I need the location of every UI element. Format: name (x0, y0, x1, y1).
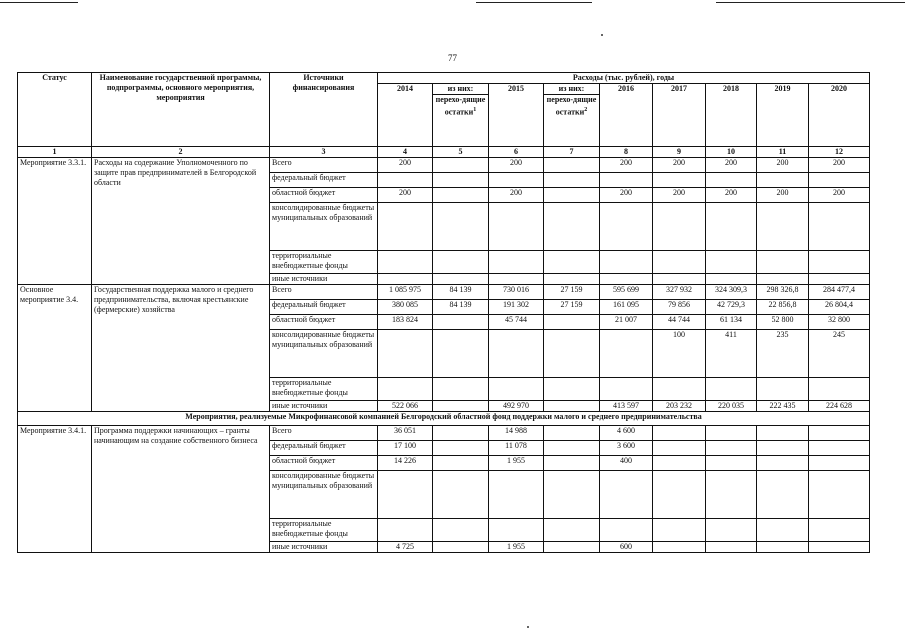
cell (433, 441, 489, 456)
source-other: иные источники (270, 401, 378, 412)
cell: 522 066 (378, 401, 433, 412)
cell: 222 435 (757, 401, 809, 412)
cell (489, 471, 544, 519)
cell: 200 (600, 188, 653, 203)
row-name: Расходы на содержание Уполномоченного по защите прав предпринимателей в Белгородской области (92, 158, 270, 285)
cell: 380 085 (378, 300, 433, 315)
cell: 200 (600, 158, 653, 173)
cell (433, 426, 489, 441)
cell (757, 471, 809, 519)
scan-speck (527, 626, 529, 628)
cell (600, 274, 653, 285)
cell: 200 (378, 158, 433, 173)
column-number: 4 (378, 147, 433, 158)
cell (757, 251, 809, 274)
cell: 200 (706, 158, 757, 173)
cell: 730 016 (489, 285, 544, 300)
header-name: Наименование государственной программы, подпрограммы, основного мероприятия, мероприятия (92, 73, 270, 147)
cell (378, 519, 433, 542)
header-carryover-1: перехо-дящие остатки$^1$ (433, 95, 489, 147)
cell (433, 401, 489, 412)
cell (600, 251, 653, 274)
cell (433, 173, 489, 188)
cell (544, 519, 600, 542)
cell (433, 274, 489, 285)
cell (489, 378, 544, 401)
cell: 200 (706, 188, 757, 203)
cell: 183 824 (378, 315, 433, 330)
cell (809, 203, 870, 251)
cell (653, 203, 706, 251)
cell (706, 251, 757, 274)
cell: 411 (706, 330, 757, 378)
cell (706, 519, 757, 542)
cell (544, 456, 600, 471)
cell (706, 378, 757, 401)
cell (653, 441, 706, 456)
source-regional: областной бюджет (270, 188, 378, 203)
cell (653, 426, 706, 441)
cell (433, 378, 489, 401)
source-territorial: территориальные внебюджетные фонды (270, 519, 378, 542)
source-territorial: территориальные внебюджетные фонды (270, 378, 378, 401)
cell (544, 401, 600, 412)
cell (544, 274, 600, 285)
header-2018: 2018 (706, 84, 757, 147)
cell: 200 (489, 158, 544, 173)
cell: 492 970 (489, 401, 544, 412)
table-row (18, 426, 870, 441)
cell (653, 173, 706, 188)
cell (600, 519, 653, 542)
cell: 79 856 (653, 300, 706, 315)
cell (544, 173, 600, 188)
cell (544, 542, 600, 553)
cell: 11 078 (489, 441, 544, 456)
cell: 200 (378, 188, 433, 203)
cell (544, 426, 600, 441)
column-number: 3 (270, 147, 378, 158)
cell (433, 203, 489, 251)
cell (489, 330, 544, 378)
cell: 200 (757, 158, 809, 173)
cell (378, 274, 433, 285)
cell (653, 378, 706, 401)
cell (653, 456, 706, 471)
cell (433, 188, 489, 203)
section-band-title: Мероприятия, реализуемые Микрофинансовой компанией Белгородский областной фонд поддержки малого и среднего предпринимательства (18, 412, 870, 426)
cell: 42 729,3 (706, 300, 757, 315)
source-municipal: консолидированные бюджеты муниципальных образований (270, 471, 378, 519)
cell: 3 600 (600, 441, 653, 456)
column-number: 2 (92, 147, 270, 158)
cell (544, 203, 600, 251)
cell: 100 (653, 330, 706, 378)
cell: 22 856,8 (757, 300, 809, 315)
cell: 52 800 (757, 315, 809, 330)
header-expenses: Расходы (тыс. рублей), годы (378, 73, 870, 84)
column-number: 10 (706, 147, 757, 158)
cell: 84 139 (433, 300, 489, 315)
cell (706, 542, 757, 553)
cell: 200 (757, 188, 809, 203)
column-number: 7 (544, 147, 600, 158)
cell (600, 203, 653, 251)
header-2015: 2015 (489, 84, 544, 147)
source-other: иные источники (270, 274, 378, 285)
source-federal: федеральный бюджет (270, 441, 378, 456)
source-federal: федеральный бюджет (270, 173, 378, 188)
scan-speck (601, 34, 603, 36)
header-2019: 2019 (757, 84, 809, 147)
column-number: 12 (809, 147, 870, 158)
cell (489, 519, 544, 542)
column-number: 8 (600, 147, 653, 158)
cell: 21 007 (600, 315, 653, 330)
cell (809, 173, 870, 188)
cell (544, 251, 600, 274)
cell (757, 519, 809, 542)
source-total: Всего (270, 426, 378, 441)
cell (706, 274, 757, 285)
source-regional: областной бюджет (270, 456, 378, 471)
top-border-right (716, 2, 905, 3)
source-total: Всего (270, 158, 378, 173)
cell (757, 426, 809, 441)
cell: 284 477,4 (809, 285, 870, 300)
cell: 27 159 (544, 285, 600, 300)
cell: 200 (653, 188, 706, 203)
row-name: Программа поддержки начинающих – гранты начинающим на создание собственного бизнеса (92, 426, 270, 553)
cell: 200 (809, 188, 870, 203)
cell: 600 (600, 542, 653, 553)
page-number: 77 (448, 53, 457, 63)
cell: 191 302 (489, 300, 544, 315)
cell (378, 330, 433, 378)
cell (378, 471, 433, 519)
header-2017: 2017 (653, 84, 706, 147)
header-of-them-2: из них: (544, 84, 600, 95)
row-status: Мероприятие 3.4.1. (18, 426, 92, 553)
cell (706, 426, 757, 441)
cell: 61 134 (706, 315, 757, 330)
cell: 1 955 (489, 456, 544, 471)
cell: 4 600 (600, 426, 653, 441)
cell (544, 441, 600, 456)
cell: 45 744 (489, 315, 544, 330)
cell (544, 188, 600, 203)
row-name: Государственная поддержка малого и среднего предпринимательства, включая крестьянские (фермерские) хозяйства (92, 285, 270, 412)
cell (809, 378, 870, 401)
cell (706, 173, 757, 188)
source-territorial: территориальные внебюджетные фонды (270, 251, 378, 274)
cell (809, 542, 870, 553)
cell: 161 095 (600, 300, 653, 315)
row-status: Мероприятие 3.3.1. (18, 158, 92, 285)
cell (757, 274, 809, 285)
cell: 298 326,8 (757, 285, 809, 300)
cell (489, 173, 544, 188)
cell (809, 471, 870, 519)
cell: 203 232 (653, 401, 706, 412)
cell (706, 456, 757, 471)
cell (433, 456, 489, 471)
top-border-middle (476, 2, 592, 3)
cell (378, 203, 433, 251)
cell (809, 426, 870, 441)
row-status: Основное мероприятие 3.4. (18, 285, 92, 412)
cell (378, 378, 433, 401)
cell (433, 251, 489, 274)
cell (757, 203, 809, 251)
cell (544, 471, 600, 519)
cell (653, 542, 706, 553)
cell (378, 173, 433, 188)
cell: 84 139 (433, 285, 489, 300)
cell (653, 519, 706, 542)
cell: 26 804,4 (809, 300, 870, 315)
cell: 220 035 (706, 401, 757, 412)
column-number: 5 (433, 147, 489, 158)
cell: 32 800 (809, 315, 870, 330)
cell (653, 471, 706, 519)
header-2016: 2016 (600, 84, 653, 147)
cell: 400 (600, 456, 653, 471)
cell (706, 203, 757, 251)
cell (544, 315, 600, 330)
cell (433, 330, 489, 378)
column-number: 9 (653, 147, 706, 158)
cell: 1 085 975 (378, 285, 433, 300)
table-row (18, 158, 870, 173)
cell (600, 378, 653, 401)
cell: 17 100 (378, 441, 433, 456)
cell (809, 274, 870, 285)
cell (653, 251, 706, 274)
header-of-them-1: из них: (433, 84, 489, 95)
cell (544, 330, 600, 378)
cell: 14 226 (378, 456, 433, 471)
cell: 413 597 (600, 401, 653, 412)
cell (433, 471, 489, 519)
cell (757, 378, 809, 401)
cell: 4 725 (378, 542, 433, 553)
cell (757, 173, 809, 188)
column-number: 6 (489, 147, 544, 158)
cell (433, 542, 489, 553)
cell: 14 988 (489, 426, 544, 441)
cell (757, 456, 809, 471)
source-municipal: консолидированные бюджеты муниципальных образований (270, 203, 378, 251)
cell (600, 330, 653, 378)
cell (706, 441, 757, 456)
top-border-left (0, 2, 78, 3)
cell: 200 (809, 158, 870, 173)
cell (433, 315, 489, 330)
cell (706, 471, 757, 519)
cell (809, 519, 870, 542)
header-status: Статус (18, 73, 92, 147)
cell (757, 542, 809, 553)
cell: 200 (653, 158, 706, 173)
budget-table (17, 72, 870, 553)
cell: 200 (489, 188, 544, 203)
cell (757, 441, 809, 456)
cell (809, 251, 870, 274)
column-number: 1 (18, 147, 92, 158)
cell: 44 744 (653, 315, 706, 330)
source-other: иные источники (270, 542, 378, 553)
source-regional: областной бюджет (270, 315, 378, 330)
cell (378, 251, 433, 274)
header-2014: 2014 (378, 84, 433, 147)
header-2020: 2020 (809, 84, 870, 147)
cell (600, 173, 653, 188)
cell: 235 (757, 330, 809, 378)
cell: 224 628 (809, 401, 870, 412)
cell: 1 955 (489, 542, 544, 553)
header-sources: Источники финансирования (270, 73, 378, 147)
cell (433, 158, 489, 173)
cell: 27 159 (544, 300, 600, 315)
cell (653, 274, 706, 285)
source-federal: федеральный бюджет (270, 300, 378, 315)
cell (809, 456, 870, 471)
cell (600, 471, 653, 519)
cell (433, 519, 489, 542)
table-row (18, 285, 870, 300)
cell (809, 441, 870, 456)
column-number: 11 (757, 147, 809, 158)
section-band-row (18, 412, 870, 426)
source-total: Всего (270, 285, 378, 300)
cell: 324 309,3 (706, 285, 757, 300)
cell (489, 274, 544, 285)
cell: 36 051 (378, 426, 433, 441)
cell (489, 203, 544, 251)
cell (544, 158, 600, 173)
cell: 245 (809, 330, 870, 378)
cell: 327 932 (653, 285, 706, 300)
source-municipal: консолидированные бюджеты муниципальных образований (270, 330, 378, 378)
cell (544, 378, 600, 401)
cell: 595 699 (600, 285, 653, 300)
header-carryover-2: перехо-дящие остатки$^2$ (544, 95, 600, 147)
cell (489, 251, 544, 274)
